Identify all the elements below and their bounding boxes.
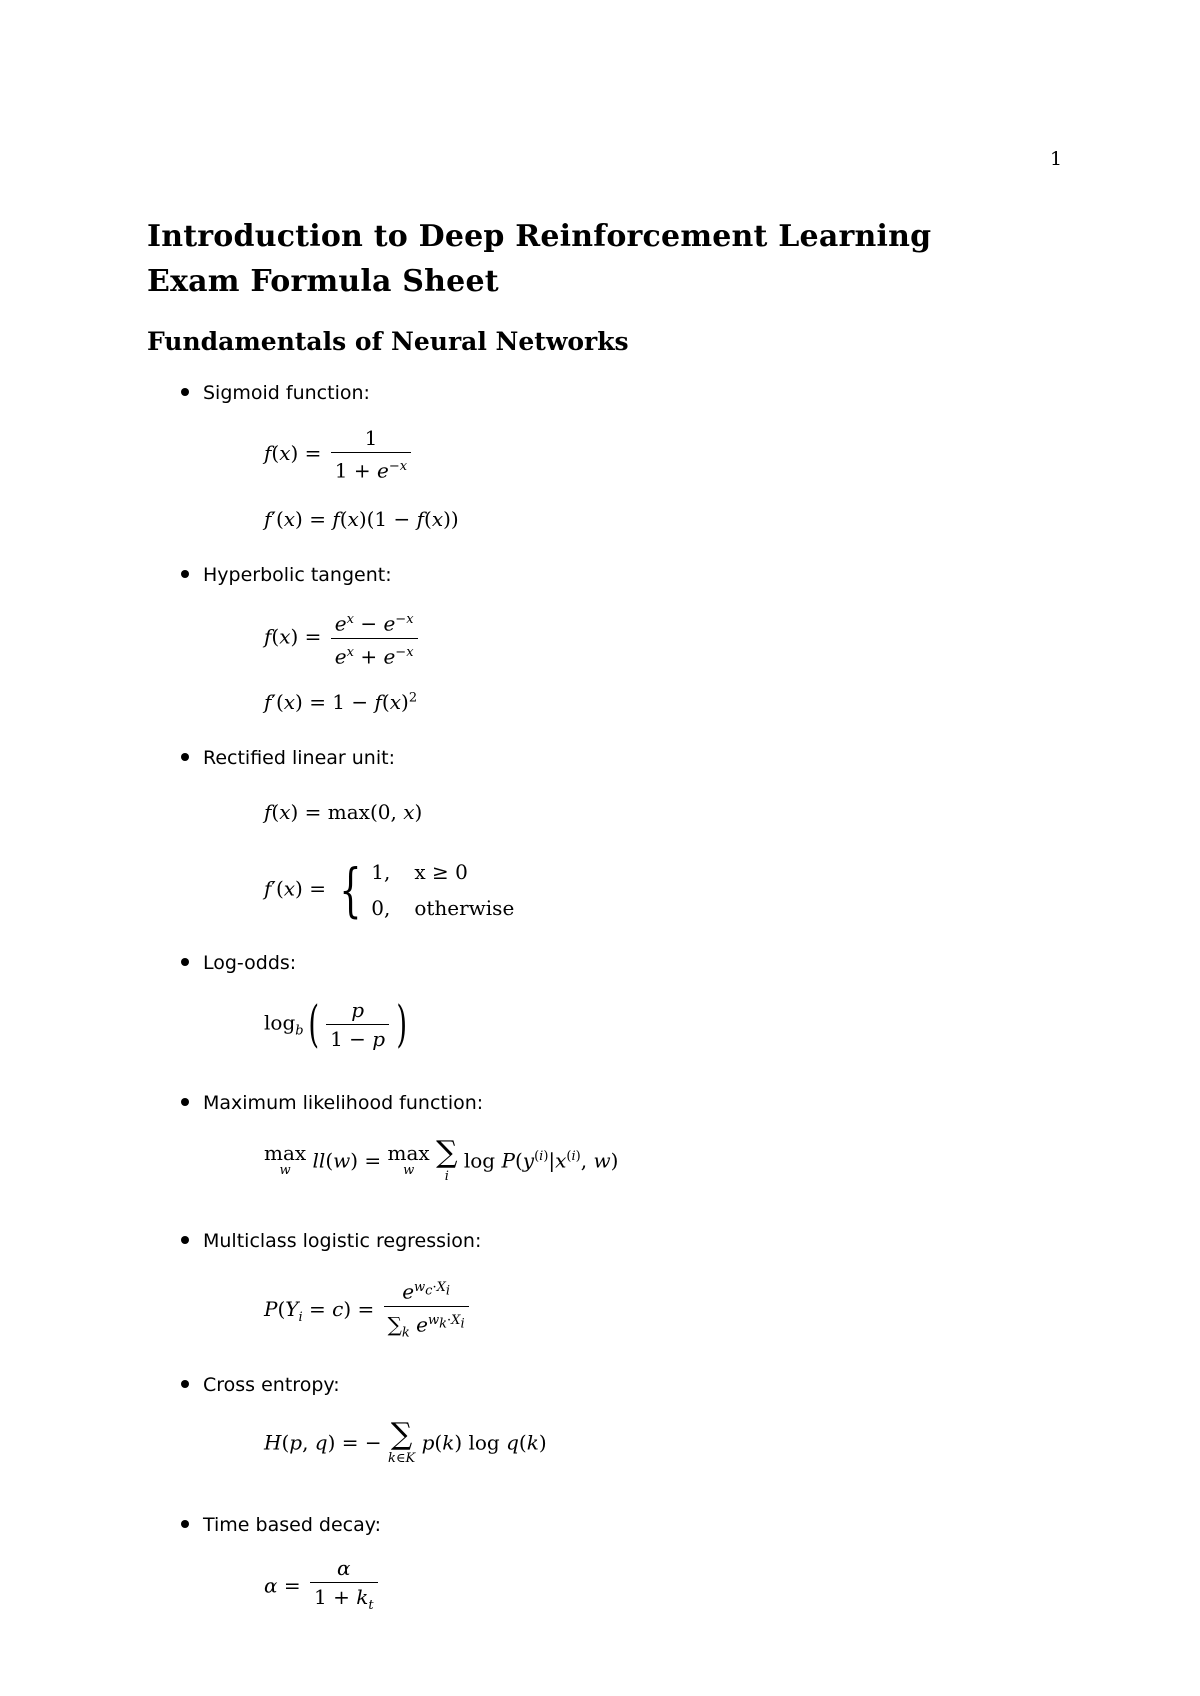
formula-tanh: f(x) = $\frac{e^x - e^{-x}}{e^x + e^{-x}}$	[264, 608, 421, 668]
bullet-icon	[181, 1520, 189, 1528]
formula-multiclass: $P(Y_i = c)$ = $\frac{e^{w_c\cdot X_i}}{\sum_k e^{w_k\cdot X_i}}$	[264, 1276, 472, 1345]
list-item-cross-entropy	[181, 1372, 340, 1398]
bullet-icon	[181, 1236, 189, 1244]
page-number: 1	[1050, 148, 1063, 170]
formula-relu-derivative: f′(x) = { 1, x ≥ 0 0, otherwise	[264, 853, 538, 927]
item-label: Rectified linear unit:	[203, 747, 395, 769]
list-item-log-odds	[181, 950, 296, 976]
document-title	[147, 214, 931, 304]
formula-max-likelihood: max w ll(w) = max w ∑ i $\log P(y^{(i)}|x^{(i)}$, w)	[264, 1135, 619, 1184]
item-label: Multiclass logistic regression:	[203, 1230, 482, 1252]
case-2-value: 0,	[371, 896, 391, 920]
title-line-1: Introduction to Deep Reinforcement Learning	[147, 219, 932, 254]
formula-tanh-derivative: $f'(x) = 1 - f(x)^2$	[264, 690, 418, 714]
list-item-max-likelihood	[181, 1090, 483, 1116]
item-label: Log-odds:	[203, 952, 297, 974]
list-item-sigmoid	[181, 380, 370, 406]
title-line-2: Exam Formula Sheet	[147, 264, 499, 299]
bullet-icon	[181, 1098, 189, 1106]
formula-time-decay: α = $\frac{\alpha}{1 + k_t}$	[264, 1556, 381, 1618]
item-label: Time based decay:	[203, 1514, 382, 1536]
item-label: Cross entropy:	[203, 1374, 340, 1396]
formula-cross-entropy: H(p, q) = − ∑ k∈K p(k) log q(k)	[264, 1417, 547, 1466]
item-label: Maximum likelihood function:	[203, 1092, 484, 1114]
case-2-condition: otherwise	[414, 896, 515, 920]
formula-sigmoid: f(x) = $\frac{1}{1 + e^{-x}}$	[264, 426, 414, 483]
case-1-condition: x ≥ 0	[414, 860, 468, 884]
list-item-multiclass	[181, 1228, 481, 1254]
case-1-value: 1,	[371, 860, 391, 884]
item-label: Sigmoid function:	[203, 382, 370, 404]
list-item-tanh	[181, 562, 392, 588]
item-label: Hyperbolic tangent:	[203, 564, 392, 586]
bullet-icon	[181, 753, 189, 761]
bullet-icon	[181, 570, 189, 578]
formula-log-odds: $\log_b$( $\frac{p}{1 - p}$ )	[264, 995, 408, 1053]
bullet-icon	[181, 1380, 189, 1388]
section-heading: Fundamentals of Neural Networks	[147, 327, 629, 356]
bullet-icon	[181, 388, 189, 396]
list-item-relu	[181, 745, 395, 771]
bullet-icon	[181, 958, 189, 966]
formula-sigmoid-derivative: f′(x) = f(x)(1 − f(x))	[264, 507, 459, 531]
formula-relu: f(x) = max(0, x)	[264, 800, 423, 824]
relu-cases	[369, 853, 538, 927]
list-item-time-decay	[181, 1512, 381, 1538]
